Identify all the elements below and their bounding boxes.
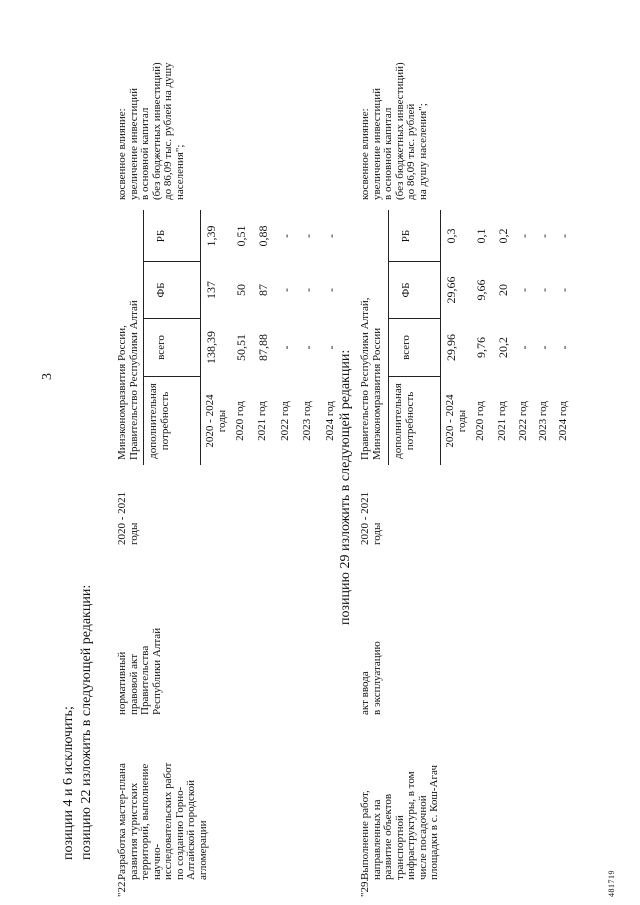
finance-rb: 0,3 bbox=[444, 228, 458, 244]
row-executor: Минэкономразвития России, Правительство Республики Алтай bbox=[116, 300, 140, 460]
p29-intro: позицию 29 изложить в следующей редакции: bbox=[338, 349, 353, 625]
finance-year: 2020 год bbox=[234, 401, 246, 441]
divider bbox=[143, 210, 144, 465]
finance-total: - bbox=[301, 345, 315, 350]
divider bbox=[388, 376, 440, 377]
intro-line-1: позиции 4 и 6 исключить; bbox=[61, 706, 76, 860]
finance-rb: 1,39 bbox=[204, 225, 218, 247]
finance-fb: - bbox=[279, 288, 293, 292]
divider bbox=[143, 318, 200, 319]
divider bbox=[440, 210, 441, 465]
finance-fb: - bbox=[557, 288, 571, 292]
row-number: "29. bbox=[359, 878, 371, 897]
finance-total: 50,51 bbox=[234, 334, 248, 361]
page-number: 3 bbox=[40, 373, 55, 380]
header-total: всего bbox=[400, 335, 412, 360]
finance-year: 2021 год bbox=[496, 401, 508, 441]
finance-fb: 137 bbox=[204, 281, 218, 299]
header-need: дополнительная потребность bbox=[392, 383, 416, 459]
header-fb: ФБ bbox=[400, 282, 412, 298]
finance-fb: - bbox=[537, 288, 551, 292]
finance-total: 138,39 bbox=[204, 331, 218, 364]
finance-rb: - bbox=[324, 234, 338, 238]
finance-year: 2021 год bbox=[256, 401, 268, 441]
row-effect: косвенное влияние: увеличение инвестиций в основной капитал (без бюджетных инвестиций) до 86,09 тыс. рублей на душу населения"; bbox=[116, 62, 186, 200]
header-need: дополнительная потребность bbox=[147, 383, 171, 459]
finance-total: 29,96 bbox=[444, 334, 458, 361]
finance-rb: 0,1 bbox=[474, 228, 488, 244]
finance-rb: - bbox=[537, 234, 551, 238]
row-result: нормативный правовой акт Правительства Республики Алтай bbox=[116, 627, 163, 715]
row-executor: Правительство Республики Алтай, Минэкономразвития России bbox=[359, 297, 383, 460]
finance-fb: - bbox=[301, 288, 315, 292]
divider bbox=[388, 210, 389, 465]
finance-fb: 50 bbox=[234, 284, 248, 296]
finance-fb: - bbox=[324, 288, 338, 292]
row-number: "22. bbox=[116, 878, 128, 897]
intro-text bbox=[60, 585, 96, 860]
row-effect: косвенное влияние: увеличение инвестиций в основной капитал (без бюджетных инвестиций) до 86,09 тыс. рублей на душу населения"; bbox=[359, 62, 429, 200]
finance-total: - bbox=[517, 345, 531, 350]
divider bbox=[388, 261, 440, 262]
finance-rb: - bbox=[301, 234, 315, 238]
row-result: акт ввода в эксплуатацию bbox=[359, 641, 383, 715]
finance-year: 2023 год bbox=[537, 401, 549, 441]
finance-year: 2022 год bbox=[279, 401, 291, 441]
finance-fb: 29,66 bbox=[444, 276, 458, 304]
finance-year: 2024 год bbox=[324, 401, 336, 441]
finance-total: 9,76 bbox=[474, 337, 488, 358]
finance-rb: 0,2 bbox=[496, 228, 510, 244]
finance-rb: 0,51 bbox=[234, 225, 248, 247]
divider bbox=[200, 210, 201, 465]
divider bbox=[143, 376, 200, 377]
divider bbox=[388, 318, 440, 319]
finance-year: 2022 год bbox=[517, 401, 529, 441]
finance-year: 2020 год bbox=[474, 401, 486, 441]
row-period: 2020 - 2021 годы bbox=[116, 491, 140, 545]
finance-total: - bbox=[324, 345, 338, 350]
row-name: Разработка мастер-плана развития туристских территорий, выполнение научно- исследовательских работ по созданию Горно- Алтайской городской агломерации bbox=[116, 762, 209, 880]
header-rb: РБ bbox=[155, 229, 167, 243]
finance-year: 2024 год bbox=[557, 401, 569, 441]
intro-line-2: позицию 22 изложить в следующей редакции: bbox=[79, 584, 94, 860]
finance-rb: - bbox=[557, 234, 571, 238]
finance-year: 2023 год bbox=[301, 401, 313, 441]
row-name: Выполнение работ, направленных на развитие объектов транспортной инфраструктуры, в том числе посадочной площадки в с. Кош-Агач bbox=[359, 765, 440, 880]
row-period: 2020 - 2021 годы bbox=[359, 491, 383, 545]
finance-total: - bbox=[537, 345, 551, 350]
finance-year: 2020 - 2024 годы bbox=[204, 394, 228, 448]
footer-code: 481719 bbox=[607, 870, 616, 897]
finance-fb: - bbox=[517, 288, 531, 292]
header-rb: РБ bbox=[400, 229, 412, 243]
header-fb: ФБ bbox=[155, 282, 167, 298]
finance-total: - bbox=[557, 345, 571, 350]
finance-rb: - bbox=[279, 234, 293, 238]
finance-total: 20,2 bbox=[496, 337, 510, 358]
finance-rb: - bbox=[517, 234, 531, 238]
header-total: всего bbox=[155, 335, 167, 360]
finance-total: 87,88 bbox=[256, 334, 270, 361]
finance-fb: 20 bbox=[496, 284, 510, 296]
finance-year: 2020 - 2024 годы bbox=[444, 394, 468, 448]
finance-fb: 9,66 bbox=[474, 279, 488, 301]
finance-rb: 0,88 bbox=[256, 225, 270, 247]
finance-total: - bbox=[279, 345, 293, 350]
finance-fb: 87 bbox=[256, 284, 270, 296]
divider bbox=[143, 261, 200, 262]
